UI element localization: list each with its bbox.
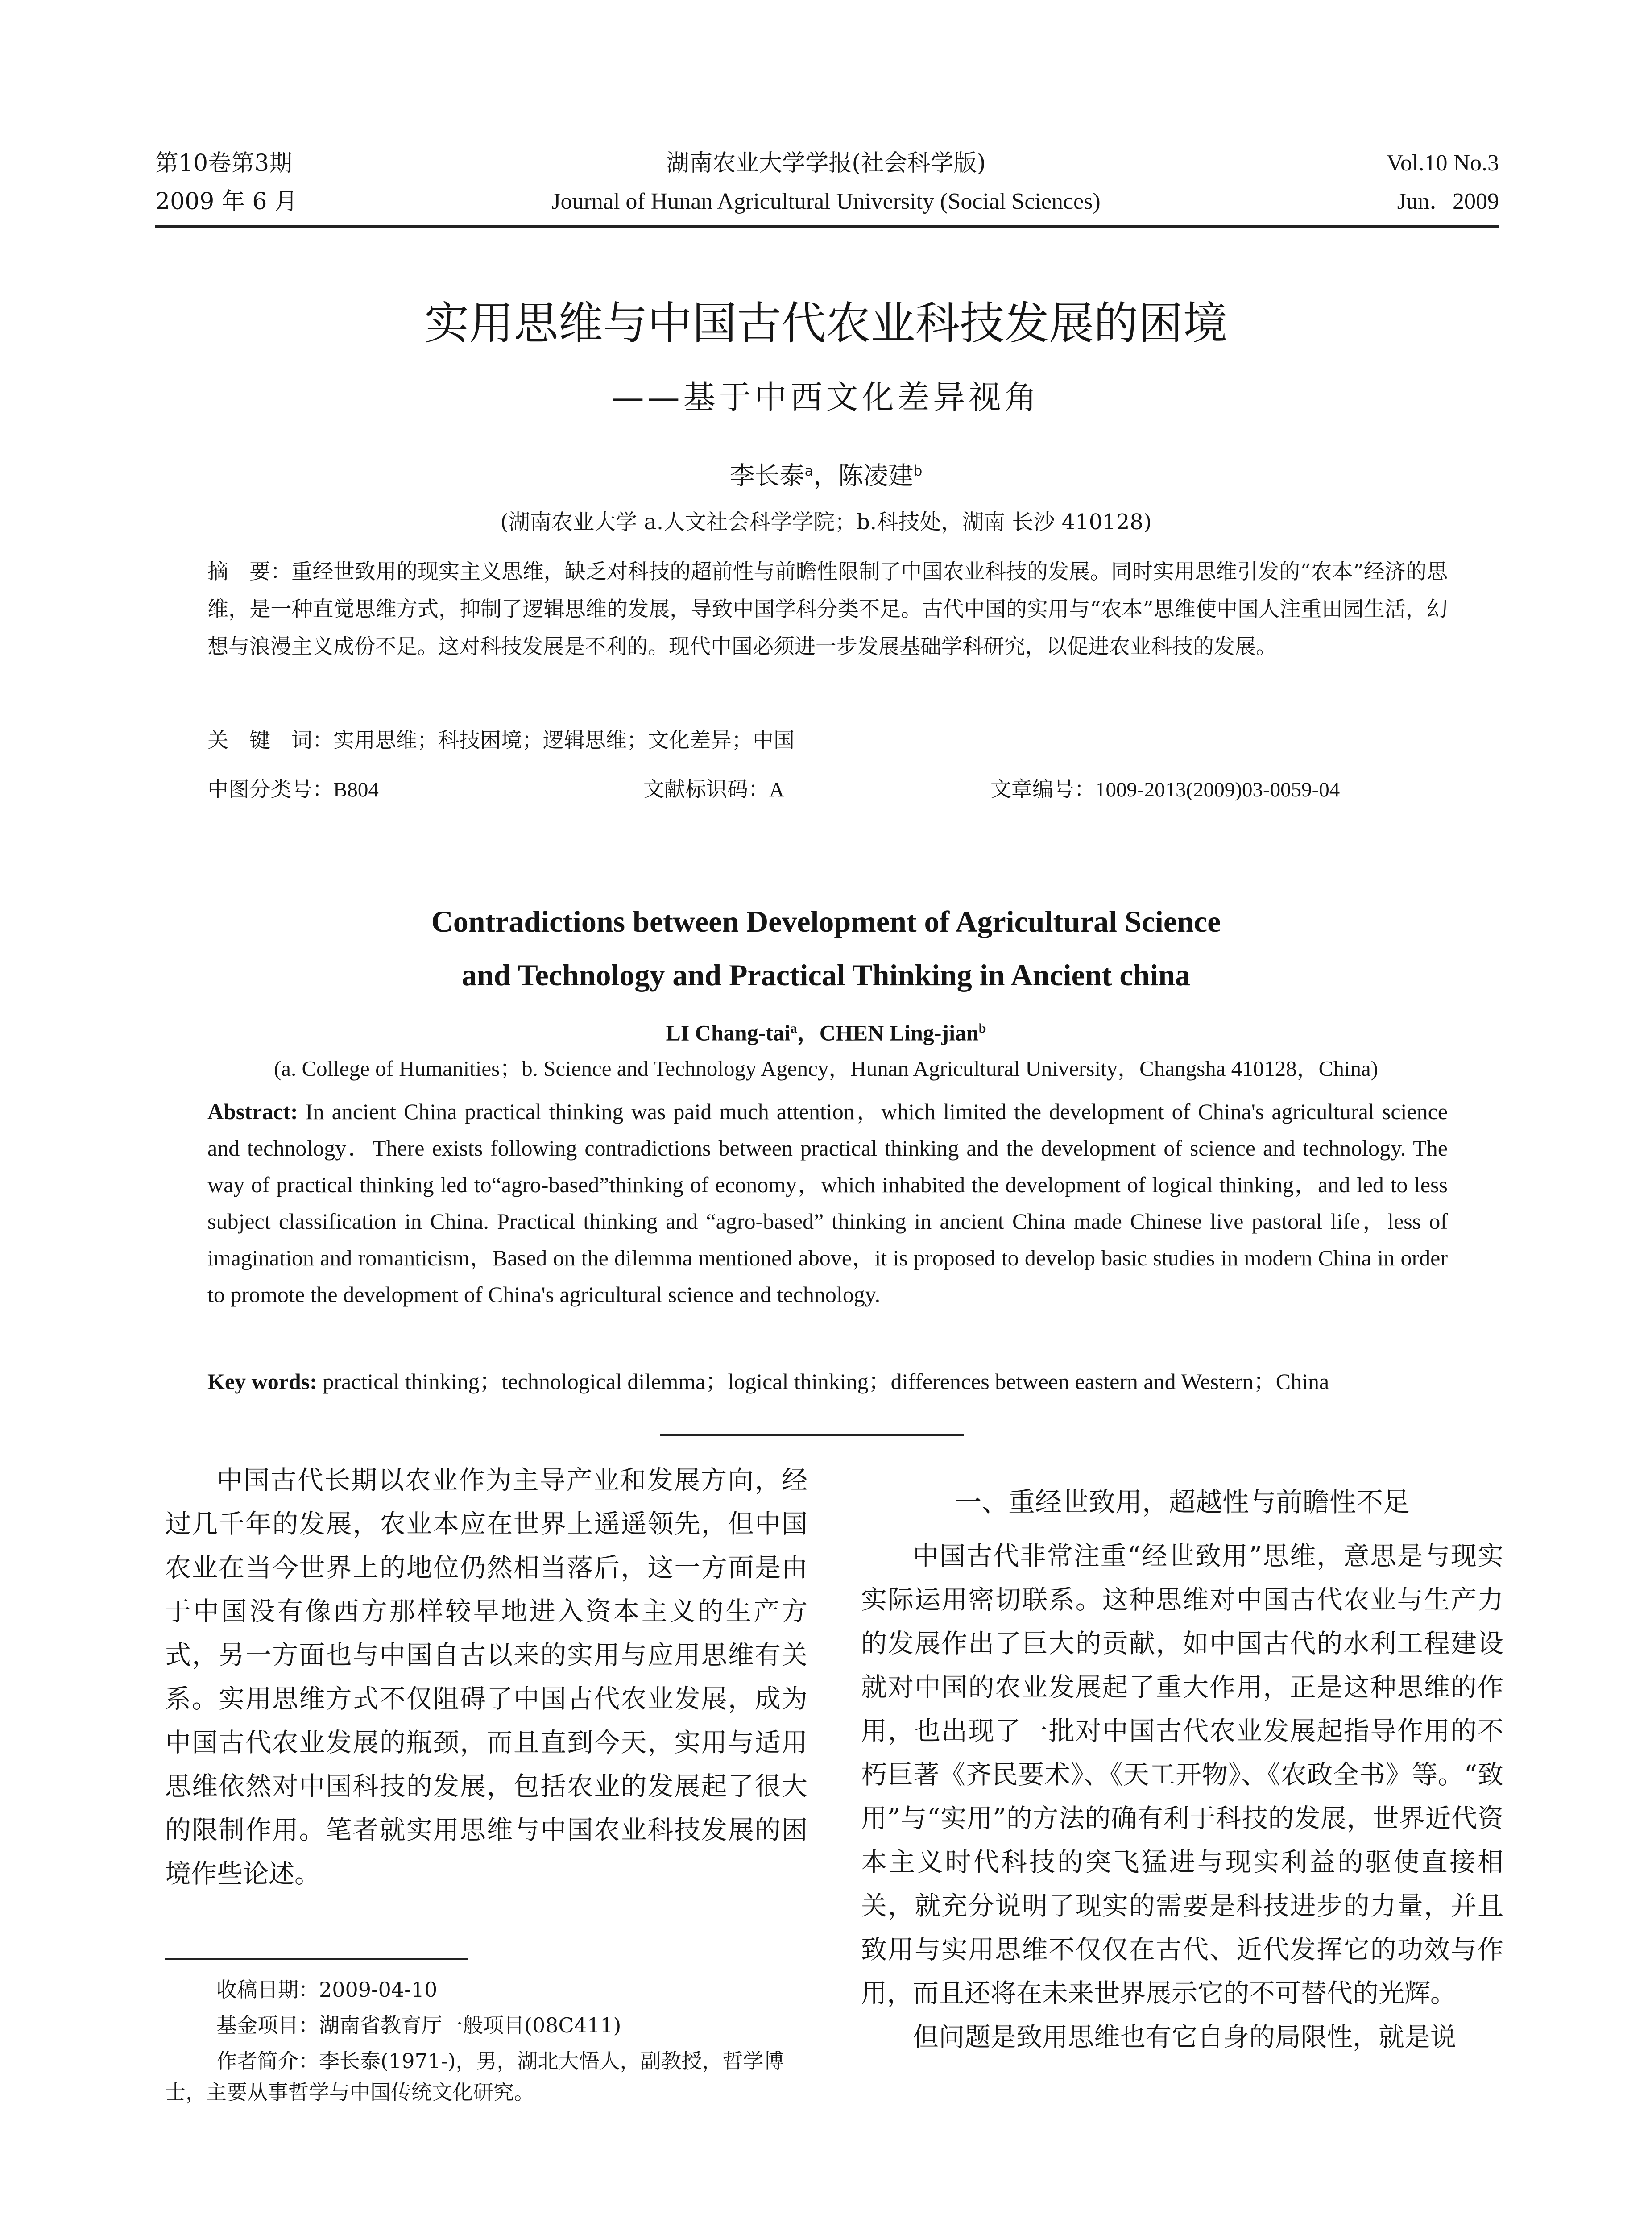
journal-name-cn: 湖南农业大学学报(社会科学版) <box>666 150 986 177</box>
en-abstract <box>207 1093 1448 1313</box>
journal-date: 2009 年 6 月 <box>155 188 298 215</box>
footnote-author <box>165 2045 807 2108</box>
cn-title: 实用思维与中国古代农业科技发展的困境 <box>424 297 1228 349</box>
journal-date-en: Jun．2009 <box>1397 189 1499 214</box>
footnote-rule <box>165 1958 468 1960</box>
cn-author-1: 李长泰 <box>729 461 805 491</box>
cn-doc-code-value: A <box>769 778 784 801</box>
cn-article-no-label: 文章编号： <box>990 777 1095 802</box>
body-left-column <box>165 1458 807 1895</box>
en-abstract-text: In ancient China practical thinking was paid much attention，which limited the development of China's agricultural science and technology．There exists following contradictions between practical thinking and the development of science and technology. The way of practical thinking led to“agro-based”thinking of economy，which inhabited the development of logical thinking，and led to less subject classification in China. Practical thinking and “agro-based” thinking in ancient China made Chinese live pastoral life，less of imagination and romanticism，Based on the dilemma mentioned above，it is proposed to develop basic studies in modern China in order to promote the development of China's agricultural science and technology. <box>207 1099 1448 1307</box>
en-keywords-label: Key words: <box>207 1369 317 1394</box>
cn-author-2-sup: b <box>913 462 923 479</box>
footnote-author-label: 作者简介： <box>216 2049 319 2073</box>
footnote-fund <box>165 2010 807 2041</box>
intro-paragraph: 中国古代长期以农业作为主导产业和发展方向，经过几千年的发展，农业本应在世界上遥遥领先，但中国农业在当今世界上的地位仍然相当落后，这一方面是由于中国没有像西方那样较早地进入资本主义的生产方式，另一方面也与中国自古以来的实用与应用思维有关系。实用思维方式不仅阻碍了中国古代农业发展，成为中国古代农业发展的瓶颈，而且直到今天，实用与适用思维依然对中国科技的发展，包括农业的发展起了很大的限制作用。笔者就实用思维与中国农业科技发展的困境作些论述。 <box>165 1465 807 1889</box>
cn-author-sep: ， <box>813 461 839 491</box>
cn-abstract <box>207 553 1448 666</box>
cn-clc-value: B804 <box>333 778 379 801</box>
footnote-received-label: 收稿日期： <box>216 1978 319 2002</box>
footnote-fund-label: 基金项目： <box>216 2013 319 2037</box>
cn-doc-code <box>643 774 784 805</box>
cn-article-no-value: 1009-2013(2009)03-0059-04 <box>1095 778 1340 801</box>
journal-name-en: Journal of Hunan Agricultural University (Social Sciences) <box>551 189 1101 214</box>
cn-author-1-sup: a <box>804 462 814 479</box>
en-author-2-sup: b <box>978 1021 986 1036</box>
abstract-separator <box>660 1434 964 1436</box>
en-authors <box>0 1013 1652 1049</box>
en-keywords <box>207 1363 1448 1400</box>
header-rule <box>155 225 1499 228</box>
footnote-received <box>165 1974 807 2005</box>
cn-keywords-label: 关 键 词： <box>207 728 333 753</box>
section-1-paragraph-2: 但问题是致用思维也有它自身的局限性，就是说 <box>913 2022 1457 2052</box>
en-author-sep: ， <box>797 1020 820 1045</box>
en-author-2: CHEN Ling-jian <box>819 1020 979 1045</box>
cn-author-2: 陈凌建 <box>838 461 914 491</box>
footnote-received-value: 2009-04-10 <box>319 1978 438 2002</box>
en-affiliation: (a. College of Humanities；b. Science and Technology Agency，Hunan Agricultural University，Changsha 410128，China) <box>273 1056 1379 1081</box>
footnote-fund-value: 湖南省教育厅一般项目(08C411) <box>319 2013 621 2037</box>
footnote-author-value: 李长泰(1971-)，男，湖北大悟人，副教授，哲学博士，主要从事哲学与中国传统文化研究。 <box>165 2049 784 2104</box>
journal-vol-no-en: Vol.10 No.3 <box>1387 150 1499 176</box>
en-title-line-1: Contradictions between Development of Agricultural Science <box>431 904 1221 938</box>
section-1-paragraph-1: 中国古代非常注重“经世致用”思维，意思是与现实实际运用密切联系。这种思维对中国古代农业与生产力的发展作出了巨大的贡献，如中国古代的水利工程建设就对中国的农业发展起了重大作用，正是这种思维的作用，也出现了一批对中国古代农业发展起指导作用的不朽巨著《齐民要术》、《天工开物》、《农政全书》等。“致用”与“实用”的方法的确有利于科技的发展，世界近代资本主义时代科技的突飞猛进与现实利益的驱使直接相关，就充分说明了现实的需要是科技进步的力量，并且致用与实用思维不仅仅在古代、近代发挥它的功效与作用，而且还将在未来世界展示它的不可替代的光辉。 <box>861 1541 1503 2008</box>
cn-subtitle: ——基于中西文化差异视角 <box>612 378 1040 416</box>
section-heading-1: 一、重经世致用，超越性与前瞻性不足 <box>955 1487 1410 1518</box>
cn-article-no <box>990 774 1340 805</box>
cn-abstract-label: 摘 要： <box>207 560 292 584</box>
cn-authors <box>0 453 1652 494</box>
cn-doc-code-label: 文献标识码： <box>643 777 769 802</box>
en-author-1: LI Chang-tai <box>666 1020 791 1045</box>
cn-clc <box>207 774 379 805</box>
cn-abstract-text: 重经世致用的现实主义思维，缺乏对科技的超前性与前瞻性限制了中国农业科技的发展。同时实用思维引发的“农本”经济的思维，是一种直觉思维方式，抑制了逻辑思维的发展，导致中国学科分类不足。古代中国的实用与“农本”思维使中国人注重田园生活，幻想与浪漫主义成份不足。这对科技发展是不利的。现代中国必须进一步发展基础学科研究，以促进农业科技的发展。 <box>207 560 1448 659</box>
en-keywords-text: practical thinking；technological dilemma；logical thinking；differences between eastern and Western；China <box>317 1369 1329 1394</box>
journal-volume-issue: 第10卷第3期 <box>155 150 293 177</box>
cn-clc-label: 中图分类号： <box>207 777 333 802</box>
body-right-column <box>861 1534 1503 2059</box>
cn-keywords <box>207 725 1448 756</box>
en-author-1-sup: a <box>790 1021 797 1036</box>
en-title-line-2: and Technology and Practical Thinking in Ancient china <box>461 958 1191 992</box>
cn-keywords-text: 实用思维；科技困境；逻辑思维；文化差异；中国 <box>333 728 795 753</box>
cn-affiliation: (湖南农业大学 a.人文社会科学学院；b.科技处，湖南 长沙 410128) <box>500 510 1152 535</box>
en-abstract-label: Abstract: <box>207 1099 298 1124</box>
